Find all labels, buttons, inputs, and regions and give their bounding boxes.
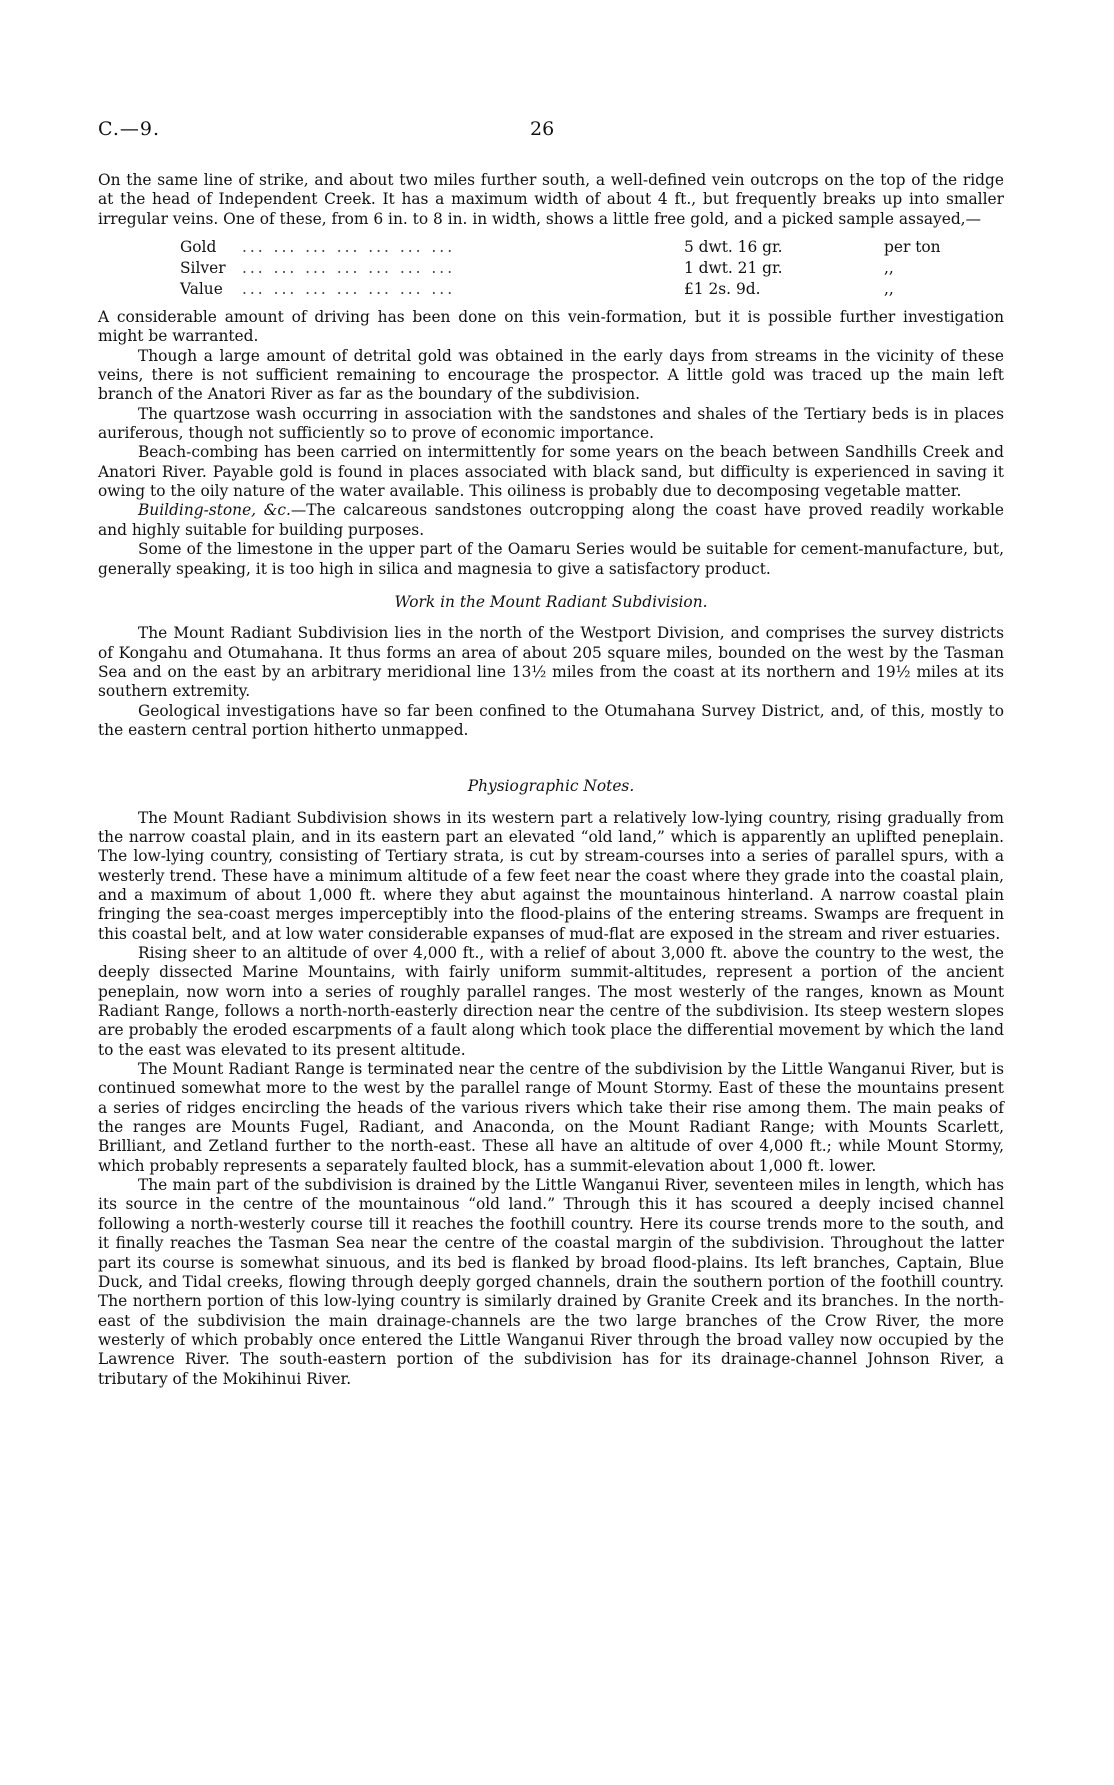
assay-unit: per ton (884, 238, 941, 257)
page-header (98, 118, 998, 148)
paragraph-driving: A considerable amount of driving has been done on this vein-formation, but it is possible further investigation might be warranted. (98, 308, 1004, 346)
paragraph-limestone: Some of the limestone in the upper part of the Oamaru Series would be suitable for cement-manufacture, but, generally speaking, it is too high in silica and magnesia to give a satisfactory product. (98, 540, 1004, 578)
assay-value: 5 dwt. 16 gr. (684, 238, 783, 257)
leader-dots: ... ... ... ... ... ... ... (242, 280, 456, 299)
building-stone-lead: Building-stone, &c. (138, 501, 291, 520)
document-body (98, 171, 1004, 1389)
paragraph-building-stone (98, 501, 1004, 540)
paragraph-beach-combing: Beach-combing has been carried on intermittently for some years on the beach between Sandhills Creek and Anatori River. Payable gold is found in places associated with black sand, but difficulty is experienced in saving it owing to the oily nature of the water available. This oiliness is probably due to decomposing vegetable matter. (98, 443, 1004, 501)
section-heading-work: Work in the Mount Radiant Subdivision. (394, 592, 708, 611)
paragraph-quartzose-wash: The quartzose wash occurring in association with the sandstones and shales of the Tertiary beds is in places auriferous, though not sufficiently so to prove of economic importance. (98, 404, 1004, 443)
intro-paragraph: On the same line of strike, and about two miles further south, a well-defined vein outcrops on the top of the ridge at the head of Independent Creek. It has a maximum width of about 4 ft., but frequently breaks up into smaller irregular veins. One of these, from 6 in. to 8 in. in width, shows a little free gold, and a picked sample assayed,— (98, 171, 1004, 228)
assay-label: Gold (180, 238, 217, 257)
paragraph-radiant-range: The Mount Radiant Range is terminated near the centre of the subdivision by the Little Wanganui River, but is continued somewhat more to the west by the parallel range of Mount Stormy. East of these the mountains present a series of ridges encircling the heads of the various rivers which take their rise among them. The main peaks of the ranges are Mounts Fugel, Radiant, and Anaconda, on the Mount Radiant Range; with Mounts Scarlett, Brilliant, and Zetland further to the north-east. These all have an altitude of over 4,000 ft.; while Mount Stormy, which probably represents a separately faulted block, has a summit-elevation about 1,000 ft. lower. (98, 1060, 1004, 1175)
assay-value: 1 dwt. 21 gr. (684, 259, 783, 278)
building-stone-text: —The calcareous sandstones outcropping along the coast have proved readily workable and highly suitable for building purposes. (98, 501, 1004, 539)
assay-unit: ,, (884, 259, 894, 278)
leader-dots: ... ... ... ... ... ... ... (242, 238, 456, 257)
assay-label: Value (180, 280, 223, 299)
assay-unit: ,, (884, 280, 894, 299)
assay-row-silver (98, 258, 1004, 279)
document-code: C.—9. (98, 118, 161, 140)
paragraph-detrital-gold: Though a large amount of detrital gold was obtained in the early days from streams in the vicinity of these veins, there is not sufficient remaining to encourage the prospector. A little gold was traced up the main left branch of the Anatori River as far as the boundary of the subdivision. (98, 346, 1004, 404)
page-number: 26 (530, 118, 555, 140)
assay-value: £1 2s. 9d. (684, 280, 761, 299)
assay-table (98, 237, 1004, 300)
assay-row-value (98, 279, 1004, 300)
paragraph-investigations: Geological investigations have so far been confined to the Otumahana Survey District, and, of this, mostly to the eastern central portion hitherto unmapped. (98, 701, 1004, 739)
leader-dots: ... ... ... ... ... ... ... (242, 259, 456, 278)
assay-label: Silver (180, 259, 226, 278)
paragraph-drainage: The main part of the subdivision is drained by the Little Wanganui River, seventeen miles in length, which has its source in the centre of the mountainous “old land.” Through this it has scoured a deeply incised channel following a north-westerly course till it reaches the foothill country. Here its course trends more to the south, and it finally reaches the Tasman Sea near the centre of the coastal margin of the subdivision. Throughout the latter part its course is somewhat sinuous, and its bed is flanked by broad flood-plains. Its left branches, Captain, Blue Duck, and Tidal creeks, flowing through deeply gorged channels, drain the southern portion of the foothill country. The northern portion of this low-lying country is similarly drained by Granite Creek and its branches. In the north-east of the subdivision the main drainage-channels are the two large branches of the Crow River, the more westerly of which probably once entered the Little Wanganui River through the broad valley now occupied by the Lawrence River. The south-eastern portion of the subdivision has for its drainage-channel Johnson River, a tributary of the Mokihinui River. (98, 1176, 1004, 1388)
paragraph-subdivision-area: The Mount Radiant Subdivision lies in the north of the Westport Division, and comprises the survey districts of Kongahu and Otumahana. It thus forms an area of about 205 square miles, bounded on the west by the Tasman Sea and on the east by an arbitrary meridional line 13½ miles from the coast at its northern and 19½ miles at its southern extremity. (98, 624, 1004, 701)
assay-row-gold (98, 237, 1004, 258)
paragraph-western-part: The Mount Radiant Subdivision shows in its western part a relatively low-lying country, rising gradually from the narrow coastal plain, and in its eastern part an elevated “old land,” which is apparently an uplifted peneplain. The low-lying country, consisting of Tertiary strata, is cut by stream-courses into a series of parallel spurs, with a westerly trend. These have a minimum altitude of a few feet near the coast where they grade into the coastal plain, and a maximum of about 1,000 ft. where they abut against the mountainous hinterland. A narrow coastal plain fringing the sea-coast merges imperceptibly into the flood-plains of the entering streams. Swamps are frequent in this coastal belt, and at low water considerable expanses of mud-flat are exposed in the stream and river estuaries. (98, 808, 1004, 943)
section-heading-physiographic: Physiographic Notes. (467, 777, 635, 796)
paragraph-marine-mountains: Rising sheer to an altitude of over 4,000 ft., with a relief of about 3,000 ft. above the country to the west, the deeply dissected Marine Mountains, with fairly uniform summit-altitudes, represent a portion of the ancient peneplain, now worn into a series of roughly parallel ranges. The most westerly of the ranges, known as Mount Radiant Range, follows a north-north-easterly direction near the centre of the subdivision. Its steep western slopes are probably the eroded escarpments of a fault along which took place the differential movement by which the land to the east was elevated to its present altitude. (98, 944, 1004, 1059)
